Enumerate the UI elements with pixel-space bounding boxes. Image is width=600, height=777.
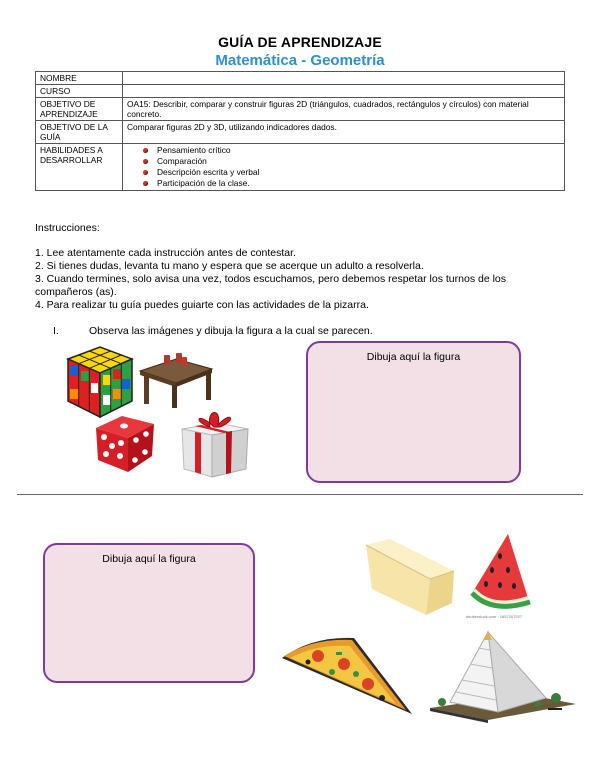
objetivo-aprendizaje-label: OBJETIVO DE APRENDIZAJE [36, 98, 123, 121]
nombre-label: NOMBRE [36, 72, 123, 85]
list-item: Participación de la clase. [157, 178, 560, 189]
instruction-item: 4. Para realizar tu guía puedes guiarte con las actividades de la pizarra. [35, 299, 369, 311]
curso-label: CURSO [36, 85, 123, 98]
curso-field[interactable] [123, 85, 565, 98]
instruction-item: 3. Cuando termines, solo avisa una vez, todos escuchamos, pero debemos respetar los turnos de los compañeros (as). [35, 273, 507, 298]
page-title: GUÍA DE APRENDIZAJE [218, 34, 382, 50]
habilidades-label: HABILIDADES A DESARROLLAR [36, 144, 123, 191]
instruction-item: 1. Lee atentamente cada instrucción antes de contestar. [35, 247, 296, 259]
objetivo-aprendizaje-value: OA15: Describir, comparar y construir figuras 2D (triángulos, cuadrados, rectángulos y círculos) con material concreto. [123, 98, 565, 121]
habilidades-value [123, 144, 565, 191]
question-number: I. [53, 325, 59, 337]
info-table [35, 71, 565, 191]
rubiks-cube-image [62, 345, 138, 419]
habilidades-list [127, 145, 560, 189]
drawing-area-label: Dibuja aquí la figura [366, 351, 461, 363]
list-item: Comparación [157, 156, 560, 167]
objetivo-guia-value: Comparar figuras 2D y 3D, utilizando indicadores dados. [123, 121, 565, 144]
image-watermark: shutterstock.com · 1857307527 [466, 614, 523, 619]
instructions-heading: Instrucciones: [35, 222, 100, 234]
dice-image [92, 410, 158, 476]
question-1 [53, 325, 373, 337]
pizza-image [272, 628, 422, 726]
page-subtitle: Matemática - Geometría [215, 52, 385, 69]
nombre-field[interactable] [123, 72, 565, 85]
drawing-area-1[interactable] [306, 341, 521, 483]
instruction-item: 2. Si tienes dudas, levanta tu mano y espera que se acerque un adulto a resolverla. [35, 260, 424, 272]
instructions-list [35, 247, 565, 312]
list-item: Descripción escrita y verbal [157, 167, 560, 178]
pyramid-image [428, 628, 578, 723]
question-text: Observa las imágenes y dibuja la figura a la cual se parecen. [89, 325, 373, 337]
drawing-area-2[interactable] [43, 543, 255, 683]
watermelon-image [470, 530, 532, 612]
section-divider [17, 494, 583, 495]
cheese-image [360, 535, 460, 620]
drawing-area-label: Dibuja aquí la figura [102, 553, 196, 565]
list-item: Pensamiento crítico [157, 145, 560, 156]
table-image [136, 347, 214, 409]
objetivo-guia-label: OBJETIVO DE LA GUÍA [36, 121, 123, 144]
gift-box-image [178, 407, 252, 481]
